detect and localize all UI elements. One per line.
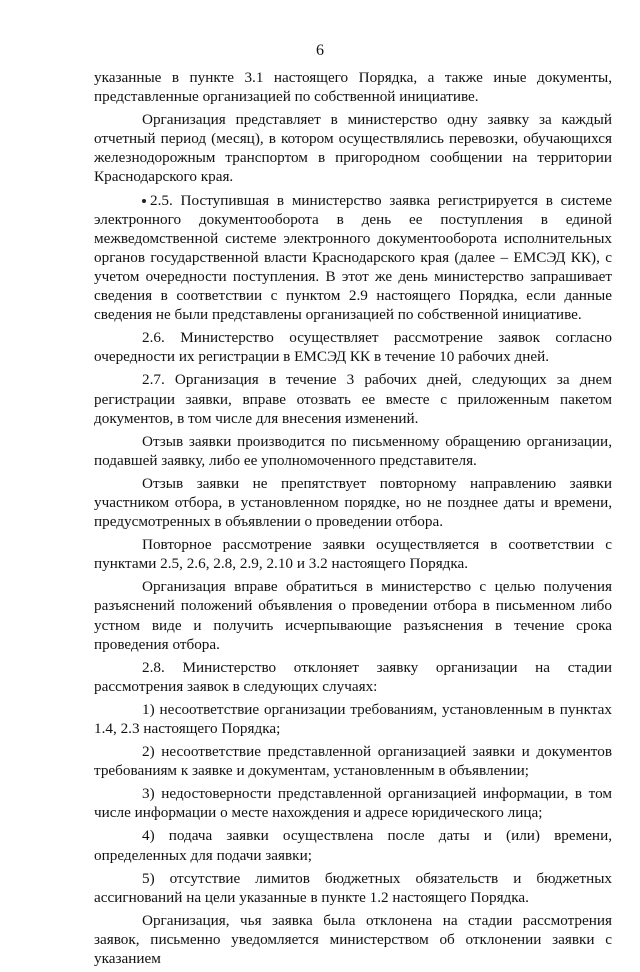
page-number: 6 bbox=[316, 42, 324, 59]
paragraph: Организация вправе обратиться в министерство с целью получения разъяснений положений объявления о проведении отбора в письменном либо устном виде и получить исчерпывающие разъяснения в течение срока проведения отбора. bbox=[94, 578, 612, 653]
paragraph: Организация представляет в министерство одну заявку за каждый отчетный период (месяц), в котором осуществлялись перевозки, обучающихся железнодорожным транспортом в пригородном сообщении на территории Краснодарского края. bbox=[94, 111, 612, 186]
list-item: 2) несоответствие представленной организацией заявки и документов требованиям к заявке и документам, установленным в объявлении; bbox=[94, 743, 612, 780]
list-item: 5) отсутствие лимитов бюджетных обязательств и бюджетных ассигнований на цели указанные в пункте 1.2 настоящего Порядка. bbox=[94, 869, 612, 906]
scan-dot-mark bbox=[142, 199, 146, 203]
paragraph: Отзыв заявки производится по письменному обращению организации, подавшей заявку, либо ее уполномоченного представителя. bbox=[94, 432, 612, 469]
paragraph-text: 2.5. Поступившая в министерство заявка регистрируется в системе электронного документооборота в день ее поступления в единой межведомственной системе электронного документооборота исполнительных органов государственной власти Краснодарского края (далее – ЕМСЭД КК), с учетом очередности поступления. В этот же день министерство запрашивает сведения в соответствии с пунктом 2.9 настоящего Порядка, если данные сведения не были представлены организацией по собственной инициативе. bbox=[94, 191, 612, 324]
list-item: 4) подача заявки осуществлена после даты и (или) времени, определенных для подачи заявки; bbox=[94, 827, 612, 864]
paragraph: Отзыв заявки не препятствует повторному направлению заявки участником отбора, в установленном порядке, но не позднее даты и времени, предусмотренных в объявлении о проведении отбора. bbox=[94, 474, 612, 531]
paragraph: Повторное рассмотрение заявки осуществляется в соответствии с пунктами 2.5, 2.6, 2.8, 2.9, 2.10 и 3.2 настоящего Порядка. bbox=[94, 536, 612, 573]
paragraph-2-7: 2.7. Организация в течение 3 рабочих дней, следующих за днем регистрации заявки, вправе отозвать ее вместе с приложенным пакетом документов, в том числе для внесения изменений. bbox=[94, 371, 612, 427]
paragraph-2-6: 2.6. Министерство осуществляет рассмотрение заявок согласно очередности их регистрации в ЕМСЭД КК в течение 10 рабочих дней. bbox=[94, 329, 612, 366]
document-body bbox=[94, 68, 612, 972]
paragraph-2-5 bbox=[94, 191, 612, 325]
paragraph: Организация, чья заявка была отклонена на стадии рассмотрения заявок, письменно уведомляется министерством об отклонении заявки с указанием bbox=[94, 911, 612, 968]
list-item: 1) несоответствие организации требованиям, установленным в пунктах 1.4, 2.3 настоящего Порядка; bbox=[94, 700, 612, 737]
list-item: 3) недостоверности представленной организацией информации, в том числе информации о месте нахождения и адресе юридического лица; bbox=[94, 785, 612, 822]
paragraph: указанные в пункте 3.1 настоящего Порядка, а также иные документы, представленные организацией по собственной инициативе. bbox=[94, 69, 612, 106]
paragraph-2-8: 2.8. Министерство отклоняет заявку организации на стадии рассмотрения заявок в следующих случаях: bbox=[94, 658, 612, 695]
